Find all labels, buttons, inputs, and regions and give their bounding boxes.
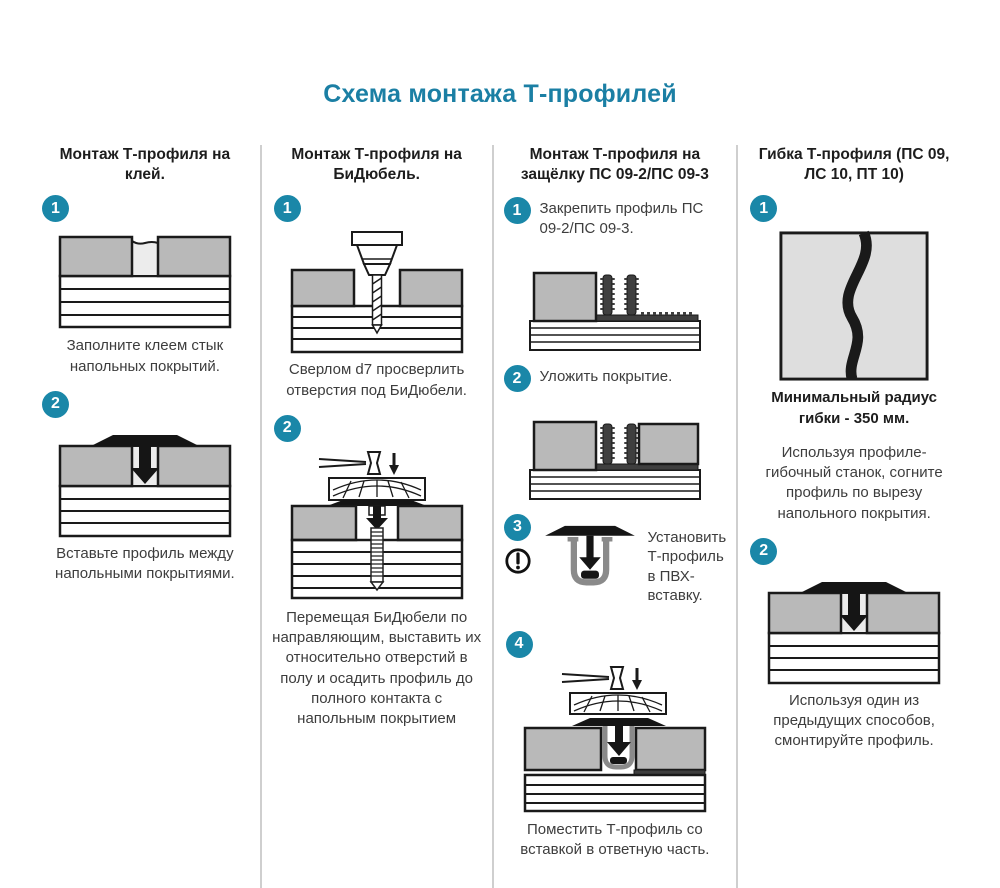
step (504, 197, 727, 253)
drill-illustration (289, 230, 465, 354)
step (504, 631, 727, 861)
step (272, 415, 482, 730)
step (40, 391, 250, 585)
step-number-badge: 2 (274, 415, 301, 442)
arrow-down-icon (389, 453, 399, 475)
arrow-down-icon (607, 726, 631, 756)
hammer-insert-illustration (522, 666, 708, 814)
bent-profile-illustration (778, 230, 930, 382)
step (504, 365, 727, 402)
hammer-icon (319, 452, 380, 474)
step-caption: Закрепить профиль ПС 09-2/ПС 09-3. (539, 200, 704, 237)
min-radius-note: Минимальный радиус гибки - 350 мм. (771, 389, 938, 427)
hammer-dowel-illustration (289, 450, 465, 602)
t-profile-cap (545, 526, 635, 536)
step-caption: Сверлом d7 просверлить отверстия под БиДюбели. (286, 361, 467, 399)
badge-stack (504, 514, 532, 575)
step-caption: Установить Т-профиль в ПВХ-вставку. (647, 528, 727, 605)
step-caption: Уложить покрытие. (539, 368, 673, 386)
insert-profile-illustration (57, 426, 233, 538)
step-caption: Заполните клеем стык напольных покрытий. (66, 337, 224, 375)
step-number-badge: 4 (506, 631, 533, 658)
column-header: Монтаж Т-профиля на клей. (59, 146, 231, 184)
page-title: Схема монтажа Т-профилей (323, 80, 677, 108)
column-glue (30, 145, 262, 888)
step-caption: Используя профиле-гибочный станок, согните профиль по вырезу напольного покрытия. (765, 443, 943, 522)
insert-profile-illustration (766, 573, 942, 685)
bend-figure (748, 230, 960, 382)
step-number-badge: 1 (42, 195, 69, 222)
pvc-insert-illustration (538, 514, 642, 604)
step-number-badge: 1 (750, 195, 777, 222)
step (272, 195, 482, 401)
step-caption: Вставьте профиль между напольными покрытиями. (55, 544, 235, 583)
glue-joint-illustration (57, 230, 233, 330)
column-header: Монтаж Т-профиля на защёлку ПС 09-2/ПС 09-3 (520, 146, 709, 184)
clip-base-illustration (527, 261, 703, 353)
column-header: Монтаж Т-профиля на БиДюбель. (291, 146, 462, 184)
t-profile-cap (800, 582, 908, 593)
tamping-block-icon (329, 478, 425, 500)
column-bidowel (262, 145, 494, 888)
tamping-block-icon (570, 693, 666, 714)
t-profile-cap (572, 718, 666, 726)
step-number-badge: 1 (274, 195, 301, 222)
warning-icon (504, 547, 532, 575)
insert-profile-figure (40, 426, 250, 538)
step-caption: Перемещая БиДюбели по направляющим, выставить их относительно отверстий в полу и осадить профиль до полного контакта с напольным покрытием (272, 608, 482, 728)
step (748, 195, 960, 524)
hammer-icon (562, 667, 623, 689)
step-caption: Используя один из предыдущих способов, смонтируйте профиль. (773, 691, 935, 750)
insert-profile-figure (748, 573, 960, 685)
hammer-dowel-figure (272, 450, 482, 602)
step (504, 514, 727, 621)
column-clip (494, 145, 739, 888)
step-number-badge: 1 (504, 197, 531, 224)
glue-joint-figure (40, 230, 250, 330)
arrow-down-icon (579, 535, 601, 569)
clip-covered-illustration (527, 410, 703, 502)
column-header: Гибка Т-профиля (ПС 09, ЛС 10, ПТ 10) (758, 146, 950, 184)
t-profile-cap (91, 435, 199, 446)
column-bending (738, 145, 970, 888)
clip-base-figure (504, 261, 727, 353)
step-caption: Поместить Т-профиль со вставкой в ответную часть. (520, 820, 710, 859)
step-number-badge: 3 (504, 514, 531, 541)
step (748, 538, 960, 752)
arrow-down-icon (632, 668, 642, 690)
columns-grid (30, 145, 970, 888)
step (40, 195, 250, 377)
hammer-insert-figure (504, 666, 727, 814)
step-number-badge: 2 (42, 391, 69, 418)
drill-figure (272, 230, 482, 354)
step-number-badge: 2 (504, 365, 531, 392)
bidowel-icon (371, 528, 383, 590)
clip-covered-figure (504, 410, 727, 502)
step-number-badge: 2 (750, 538, 777, 565)
